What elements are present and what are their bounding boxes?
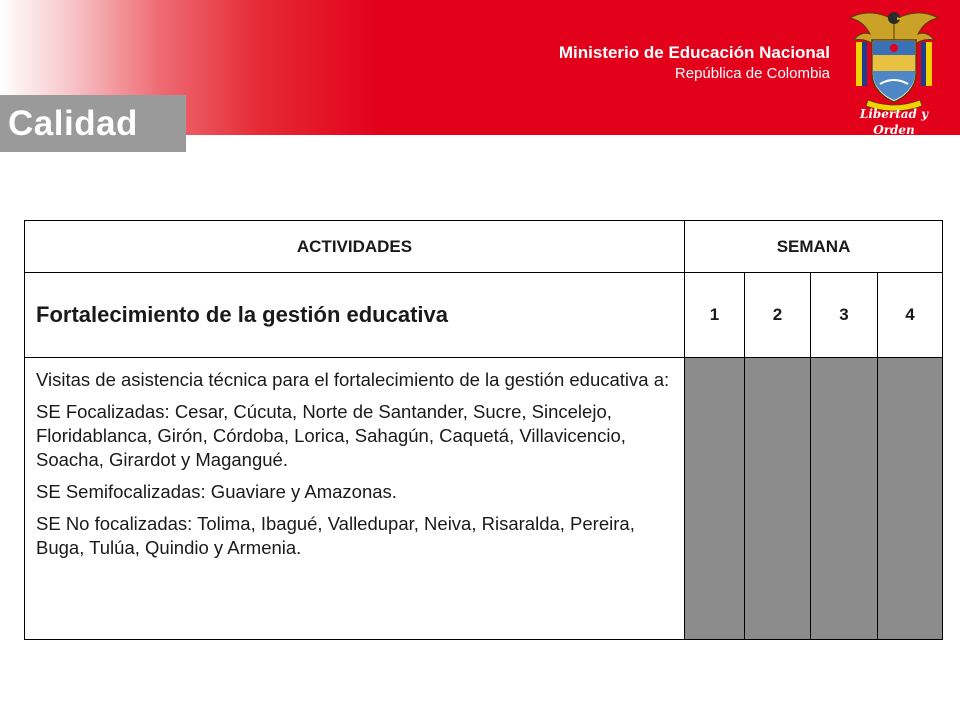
week-number: 4 xyxy=(878,273,943,358)
week-number: 1 xyxy=(685,273,745,358)
week-header: SEMANA xyxy=(685,221,943,273)
table-header-row xyxy=(25,221,943,273)
activity-paragraph: Visitas de asistencia técnica para el fortalecimiento de la gestión educativa a: xyxy=(36,369,670,390)
section-title-tag: Calidad xyxy=(0,95,186,152)
activity-paragraph: SE Semifocalizadas: Guaviare y Amazonas. xyxy=(36,481,397,502)
activities-header: ACTIVIDADES xyxy=(25,221,685,273)
week-1-scheduled-cell xyxy=(685,358,745,640)
table-row xyxy=(25,358,943,640)
section-heading: Fortalecimiento de la gestión educativa xyxy=(25,273,685,358)
ministry-name: Ministerio de Educación Nacional xyxy=(558,43,830,62)
ministry-block xyxy=(559,42,830,84)
activity-schedule-table xyxy=(24,220,943,640)
week-3-scheduled-cell xyxy=(811,358,878,640)
activity-paragraph: SE Focalizadas: Cesar, Cúcuta, Norte de Santander, Sucre, Sincelejo, Floridablanca, Girón, Córdoba, Lorica, Sahagún, Caquetá, Villavicencio, Soacha, Girardot y Magangué. xyxy=(36,401,626,470)
table-title-row xyxy=(25,273,943,358)
motto: Libertad y Orden xyxy=(859,107,929,137)
week-4-scheduled-cell xyxy=(878,358,943,640)
country-name: República de Colombia xyxy=(674,65,830,82)
week-number: 3 xyxy=(811,273,878,358)
week-2-scheduled-cell xyxy=(745,358,811,640)
week-number: 2 xyxy=(745,273,811,358)
activity-description xyxy=(25,358,685,640)
activity-paragraph: SE No focalizadas: Tolima, Ibagué, Valledupar, Neiva, Risaralda, Pereira, Buga, Tulúa, Quindio y Armenia. xyxy=(36,513,635,558)
